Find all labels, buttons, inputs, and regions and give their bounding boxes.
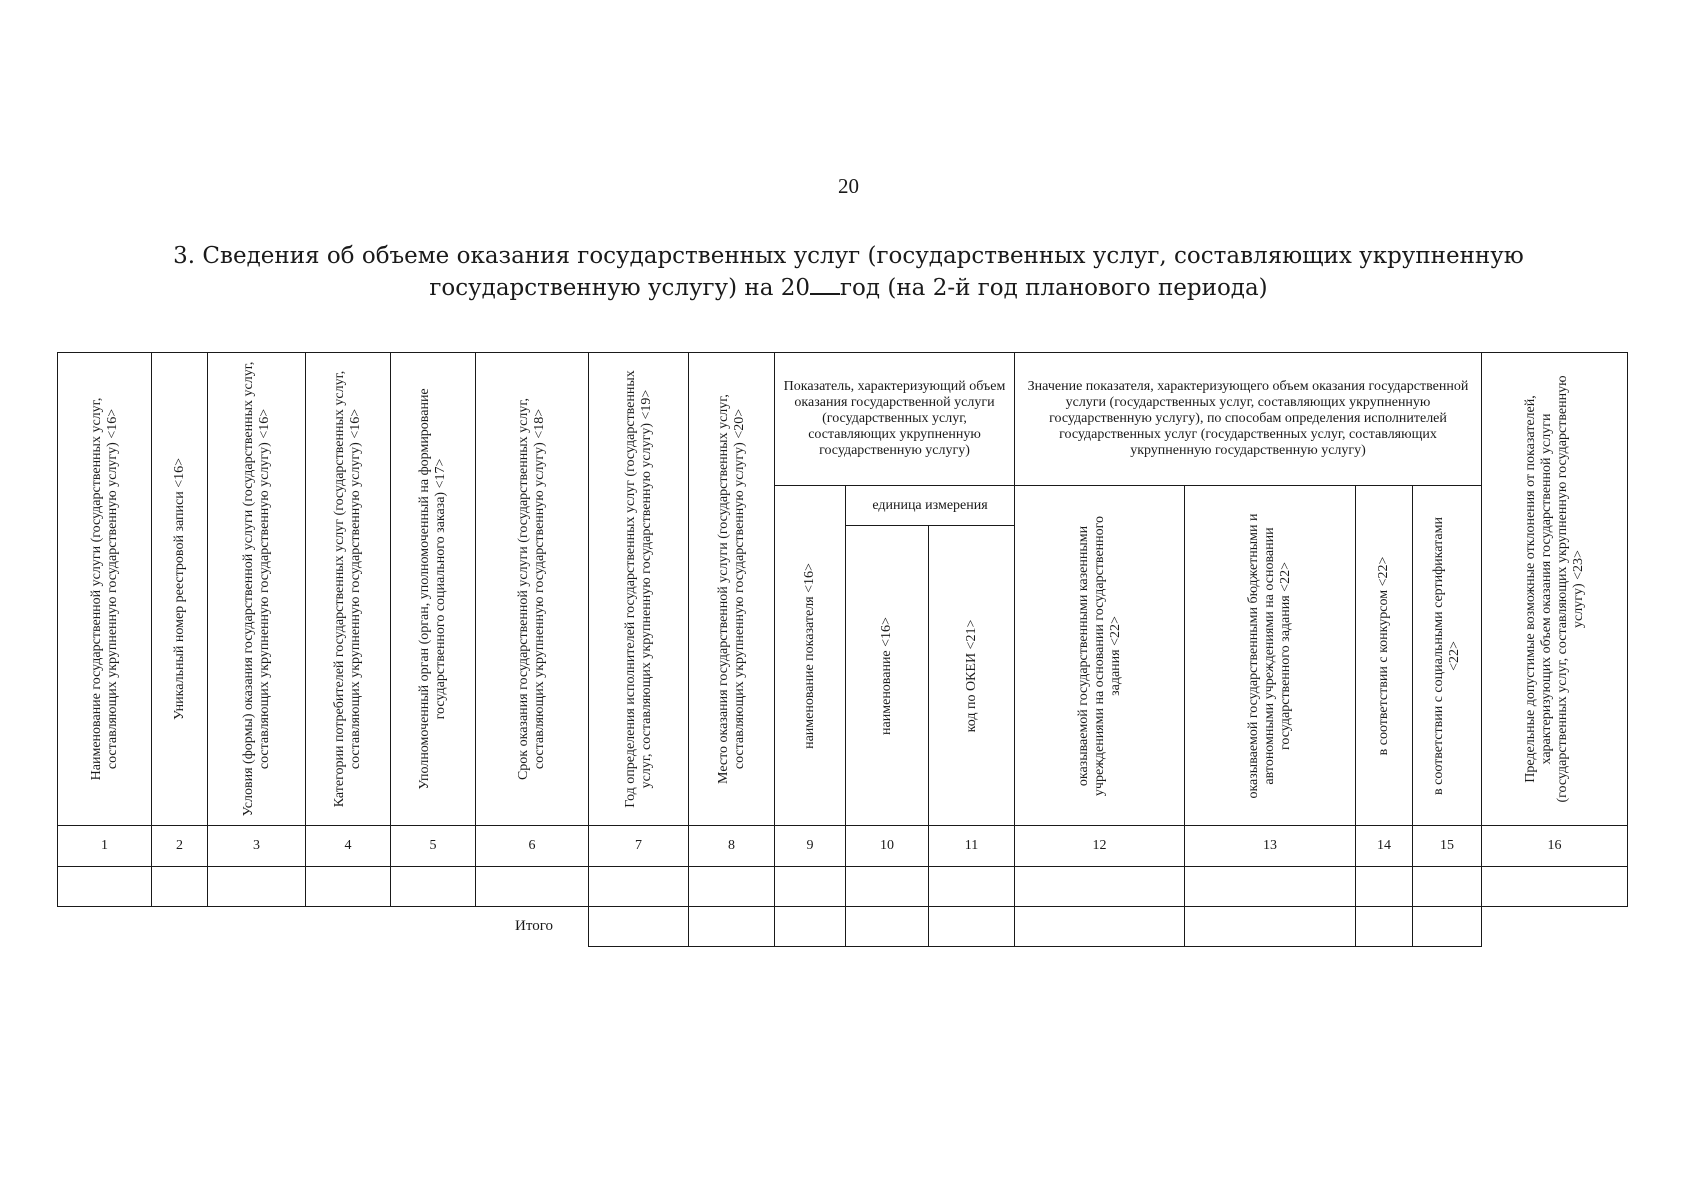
header-conditions: Условия (формы) оказания государственной услуги (государственных услуг, составляющих укрупненную государственную услугу) <16> <box>208 353 306 826</box>
section-title <box>0 240 1697 304</box>
header-value-group: Значение показателя, характеризующего объем оказания государственной услуги (государственных услуг, составляющих укрупненную государственную услугу), по способам определения исполнителей государственных услуг (государственных услуг, составляющих укрупненную государственную услугу) <box>1015 353 1482 486</box>
title-line-2-prefix: государственную услугу) на 20 <box>429 275 810 301</box>
data-cell[interactable] <box>1015 867 1185 907</box>
data-cell[interactable] <box>306 867 391 907</box>
column-number: 8 <box>689 826 775 867</box>
column-number: 14 <box>1356 826 1413 867</box>
title-line-2 <box>0 272 1697 304</box>
total-label: Итого <box>515 918 553 935</box>
column-number: 2 <box>152 826 208 867</box>
header-value-competition: в соответствии с конкурсом <22> <box>1356 486 1413 826</box>
data-cell[interactable] <box>476 867 589 907</box>
data-cell[interactable] <box>1413 867 1482 907</box>
header-allowed-deviations: Предельные допустимые возможные отклонения от показателей, характеризующих объем оказания государственной услуги (государственных услуг, составляющих укрупненную государственную услугу) <23> <box>1482 353 1628 826</box>
column-number: 9 <box>775 826 846 867</box>
column-number: 15 <box>1413 826 1482 867</box>
column-number: 10 <box>846 826 929 867</box>
data-cell[interactable] <box>846 867 929 907</box>
header-determination-year: Год определения исполнителей государственных услуг (государственных услуг, составляющих укрупненную государственную услугу) <19> <box>589 353 689 826</box>
column-number: 16 <box>1482 826 1628 867</box>
total-row <box>58 907 1628 947</box>
page-number: 20 <box>838 174 859 198</box>
total-cell[interactable] <box>846 907 929 947</box>
column-number-row <box>58 826 1628 867</box>
title-line-2-suffix: год (на 2-й год планового периода) <box>840 275 1268 301</box>
column-number: 5 <box>391 826 476 867</box>
total-cell[interactable] <box>775 907 846 947</box>
title-line-1: 3. Сведения об объеме оказания государственных услуг (государственных услуг, составляющих укрупненную <box>173 243 1524 269</box>
header-value-state-treasury: оказываемой государственными казенными учреждениями на основании государственного задания <22> <box>1015 486 1185 826</box>
column-number: 6 <box>476 826 589 867</box>
data-cell[interactable] <box>589 867 689 907</box>
data-cell[interactable] <box>775 867 846 907</box>
column-number: 1 <box>58 826 152 867</box>
total-cell[interactable] <box>1356 907 1413 947</box>
data-cell[interactable] <box>1185 867 1356 907</box>
header-indicator-group: Показатель, характеризующий объем оказания государственной услуги (государственных услуг, составляющих укрупненную государственную услугу) <box>775 353 1015 486</box>
total-cell[interactable] <box>1015 907 1185 947</box>
year-blank-field <box>810 273 840 295</box>
header-indicator-name: наименование показателя <16> <box>775 486 846 826</box>
service-volume-table <box>57 352 1628 947</box>
header-authorized-body: Уполномоченный орган (орган, уполномоченный на формирование государственного социального заказа) <17> <box>391 353 476 826</box>
header-unit-of-measure: единица измерения <box>846 486 1015 526</box>
header-value-social-certificates: в соответствии с социальными сертификатами <22> <box>1413 486 1482 826</box>
header-registry-number: Уникальный номер реестровой записи <16> <box>152 353 208 826</box>
header-service-name: Наименование государственной услуги (государственных услуг, составляющих укрупненную государственную услугу) <16> <box>58 353 152 826</box>
data-cell[interactable] <box>689 867 775 907</box>
data-cell[interactable] <box>929 867 1015 907</box>
data-cell[interactable] <box>1356 867 1413 907</box>
total-cell[interactable] <box>1413 907 1482 947</box>
header-value-budget-autonomous: оказываемой государственными бюджетными и автономными учреждениями на основании государственного задания <22> <box>1185 486 1356 826</box>
header-okei-code: код по ОКЕИ <21> <box>929 526 1015 826</box>
table-row <box>58 867 1628 907</box>
column-number: 13 <box>1185 826 1356 867</box>
column-number: 7 <box>589 826 689 867</box>
header-service-place: Место оказания государственной услуги (государственных услуг, составляющих укрупненную государственную услугу) <20> <box>689 353 775 826</box>
column-number: 4 <box>306 826 391 867</box>
column-number: 12 <box>1015 826 1185 867</box>
total-cell[interactable] <box>589 907 689 947</box>
data-cell[interactable] <box>58 867 152 907</box>
column-number: 3 <box>208 826 306 867</box>
total-cell[interactable] <box>929 907 1015 947</box>
data-cell[interactable] <box>391 867 476 907</box>
header-consumer-categories: Категории потребителей государственных услуг (государственных услуг, составляющих укрупненную государственную услугу) <16> <box>306 353 391 826</box>
header-service-term: Срок оказания государственной услуги (государственных услуг, составляющих укрупненную государственную услугу) <18> <box>476 353 589 826</box>
data-cell[interactable] <box>152 867 208 907</box>
data-cell[interactable] <box>1482 867 1628 907</box>
data-cell[interactable] <box>208 867 306 907</box>
total-cell[interactable] <box>689 907 775 947</box>
column-number: 11 <box>929 826 1015 867</box>
total-cell[interactable] <box>1185 907 1356 947</box>
header-unit-name: наименование <16> <box>846 526 929 826</box>
